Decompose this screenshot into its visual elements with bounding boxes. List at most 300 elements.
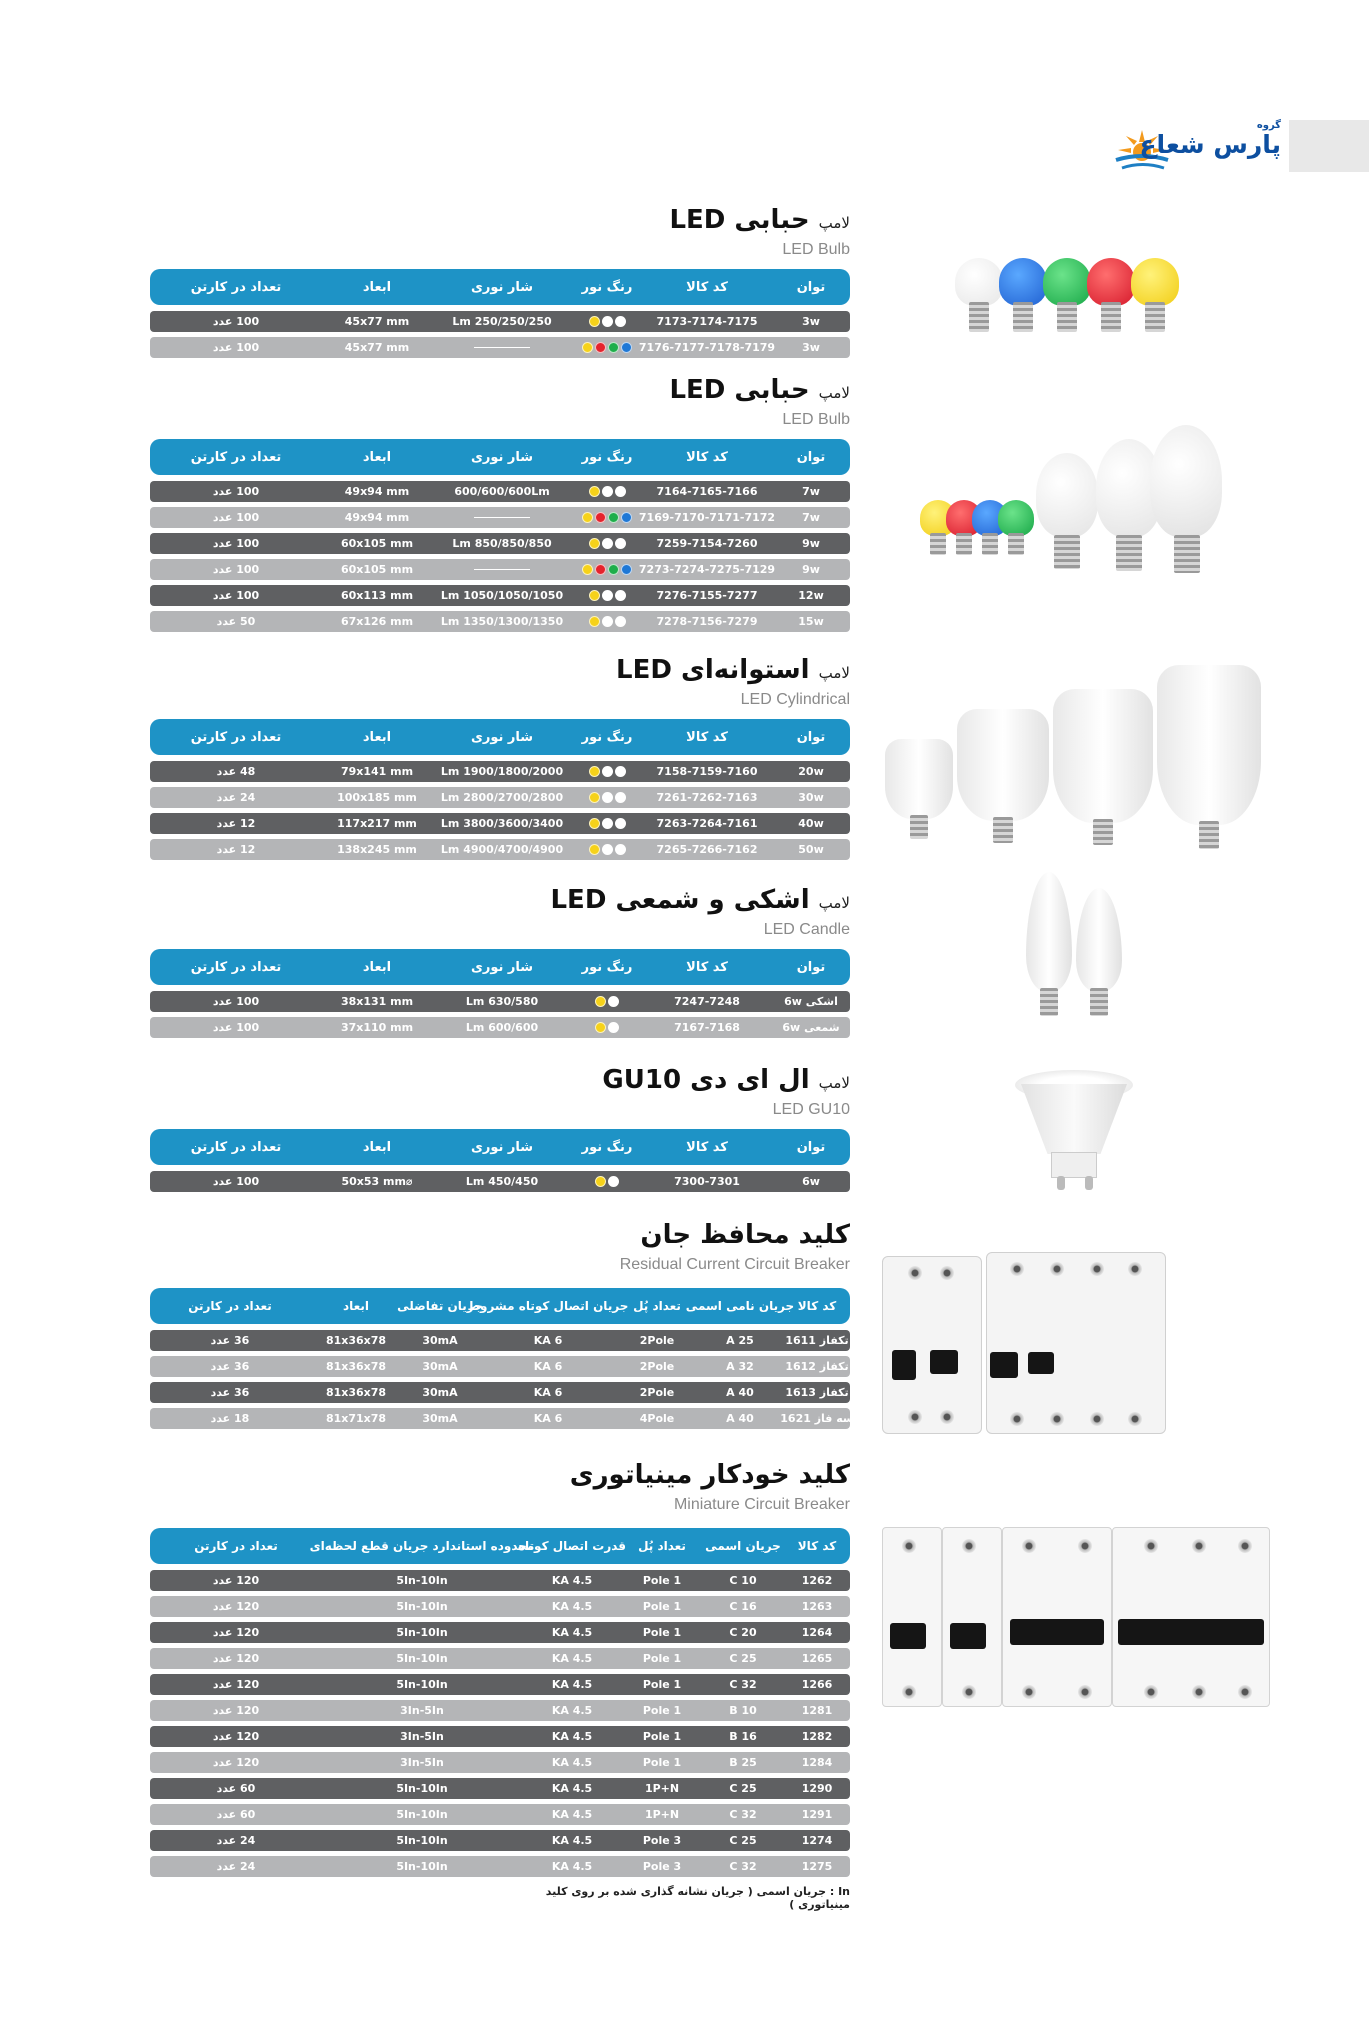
- table-cell: 81x71x78: [325, 1412, 387, 1425]
- title-main-text: ال ای دی GU10: [602, 1065, 810, 1095]
- light-color-swatches: [589, 590, 626, 601]
- light-color-cell: [572, 481, 642, 502]
- table-cell: 1265: [801, 1652, 833, 1665]
- table-cell: 7176-7177-7178-7179: [638, 341, 776, 354]
- table-header: [150, 1288, 850, 1324]
- table-cell: 120 عدد: [212, 1600, 260, 1613]
- color-dot: [615, 818, 626, 829]
- table-cell: 100 عدد: [212, 315, 260, 328]
- column-header: جریان تفاضلی: [397, 1299, 483, 1313]
- table-cell: 24 عدد: [216, 1834, 256, 1847]
- light-color-cell: [572, 507, 642, 528]
- table-cell: 40 A: [726, 1386, 754, 1399]
- table-cell: 1 Pole: [642, 1600, 682, 1613]
- column-header: رنگ نور: [581, 959, 633, 975]
- table-header: [150, 1528, 850, 1564]
- column-header: ابعاد: [342, 1299, 370, 1313]
- table-cell: C 32: [729, 1808, 757, 1821]
- column-header: تعداد در کارتن: [190, 279, 282, 295]
- table-cell: تکفاز 1612: [785, 1360, 849, 1373]
- color-dot: [582, 342, 593, 353]
- column-header: توان: [796, 1139, 826, 1155]
- title-prefix: لامپ: [818, 1074, 850, 1092]
- table-cell: 5In-10In: [396, 1860, 448, 1873]
- table-cell: 7273-7274-7275-7129: [638, 563, 776, 576]
- table-row: [150, 1830, 850, 1851]
- title-main-text: استوانه‌ای LED: [616, 655, 810, 685]
- table-cell: 7173-7174-7175: [656, 315, 758, 328]
- color-dot: [595, 342, 606, 353]
- table-cell: 120 عدد: [212, 1730, 260, 1743]
- table-cell: 4.5 KA: [551, 1860, 593, 1873]
- table-row: [150, 1330, 850, 1351]
- column-header: توان: [796, 279, 826, 295]
- table-row: [150, 1382, 850, 1403]
- section-subtitle: Miniature Circuit Breaker: [673, 1496, 850, 1513]
- table-cell: 32 A: [726, 1360, 754, 1373]
- column-header: تعداد در کارتن: [190, 449, 282, 465]
- color-dot: [602, 792, 613, 803]
- table-row: [150, 1648, 850, 1669]
- column-header: تعداد در کارتن: [194, 1539, 278, 1553]
- table-cell: 120 عدد: [212, 1574, 260, 1587]
- table-header: [150, 1129, 850, 1165]
- led-gu10-image: [1015, 1070, 1135, 1205]
- light-color-cell: [572, 813, 642, 834]
- column-header: تعداد پُل: [638, 1539, 686, 1553]
- table-cell: تکفاز 1611: [785, 1334, 849, 1347]
- table-cell: 630/580 Lm: [465, 995, 539, 1008]
- table-row: [150, 813, 850, 834]
- table-cell: 3800/3600/3400 Lm: [440, 817, 564, 830]
- column-header: کد کالا: [686, 449, 728, 465]
- table-cell: 50w: [798, 843, 824, 856]
- table-cell: 5In-10In: [396, 1652, 448, 1665]
- table-row: [150, 991, 850, 1012]
- table-cell: 81x36x78: [325, 1360, 387, 1373]
- table-row: [150, 1752, 850, 1773]
- color-dot: [615, 766, 626, 777]
- brand-small-label: گروه: [1256, 120, 1281, 131]
- table-cell: 50 عدد: [216, 615, 256, 628]
- column-header: تعداد در کارتن: [190, 1139, 282, 1155]
- column-header: ابعاد: [362, 959, 392, 975]
- table-cell: 1P+N: [644, 1808, 680, 1821]
- section-title: [570, 1460, 850, 1490]
- brand-name: پارس شعاع: [1139, 130, 1281, 159]
- table-cell: 1 Pole: [642, 1652, 682, 1665]
- column-header: ابعاد: [362, 279, 392, 295]
- table-cell: 100x185 mm: [337, 791, 417, 804]
- table-cell: B 25: [729, 1756, 757, 1769]
- color-dot: [589, 766, 600, 777]
- spec-table: [150, 269, 850, 358]
- color-dot: [608, 564, 619, 575]
- table-cell: 79x141 mm: [340, 765, 414, 778]
- section-subtitle: Residual Current Circuit Breaker: [619, 1256, 850, 1273]
- column-header: رنگ نور: [581, 1139, 633, 1155]
- light-color-cell: [572, 337, 642, 358]
- column-header: ابعاد: [362, 449, 392, 465]
- table-cell: 12 عدد: [216, 817, 256, 830]
- table-row: [150, 1356, 850, 1377]
- lamp-section: [150, 375, 850, 675]
- color-dot: [602, 766, 613, 777]
- color-dot: [589, 316, 600, 327]
- table-cell: 4.5 KA: [551, 1600, 593, 1613]
- color-dot: [589, 538, 600, 549]
- light-color-swatches: [589, 616, 626, 627]
- dash-line: [474, 347, 530, 348]
- table-cell: 24 عدد: [216, 1860, 256, 1873]
- column-header: تعداد پُل: [633, 1299, 681, 1313]
- table-cell: 30mA: [422, 1360, 458, 1373]
- color-dot: [589, 844, 600, 855]
- table-cell: 1350/1300/1350 Lm: [440, 615, 564, 628]
- table-cell: 7w: [802, 511, 820, 524]
- light-color-swatches: [589, 538, 626, 549]
- table-cell: 7263-7264-7161: [656, 817, 758, 830]
- light-color-cell: [572, 611, 642, 632]
- section-title: [640, 1220, 850, 1250]
- light-color-cell: [572, 311, 642, 332]
- table-cell: C 20: [729, 1626, 757, 1639]
- color-dot: [602, 316, 613, 327]
- light-color-cell: [572, 585, 642, 606]
- column-header: تعداد در کارتن: [190, 729, 282, 745]
- table-row: [150, 507, 850, 528]
- table-cell: 850/850/850 Lm: [452, 537, 552, 550]
- table-header: [150, 719, 850, 755]
- table-cell: 60x113 mm: [340, 589, 414, 602]
- table-header: [150, 949, 850, 985]
- color-dot: [595, 512, 606, 523]
- table-cell: 4.5 KA: [551, 1782, 593, 1795]
- table-cell: 1275: [801, 1860, 833, 1873]
- brand-logo: [1112, 120, 1287, 180]
- table-cell: 3 Pole: [642, 1860, 682, 1873]
- table-cell: شمعی 6w: [782, 1021, 840, 1034]
- table-cell: 60x105 mm: [340, 563, 414, 576]
- table-row: [150, 1171, 850, 1192]
- table-cell: C 10: [729, 1574, 757, 1587]
- light-color-swatches: [582, 342, 632, 353]
- column-header: شار نوری: [470, 729, 534, 745]
- table-cell: 9w: [802, 537, 820, 550]
- table-cell: 67x126 mm: [340, 615, 414, 628]
- color-dot: [589, 792, 600, 803]
- table-cell: 1 Pole: [642, 1704, 682, 1717]
- section-title: [602, 1065, 850, 1095]
- mcb-table: [150, 1528, 850, 1877]
- column-header: کد کالا: [686, 279, 728, 295]
- spec-table: [150, 949, 850, 1038]
- table-cell: 49x94 mm: [344, 485, 410, 498]
- table-cell: 4.5 KA: [551, 1756, 593, 1769]
- table-cell: 120 عدد: [212, 1678, 260, 1691]
- table-cell: 18 عدد: [210, 1412, 250, 1425]
- color-dot: [582, 564, 593, 575]
- title-prefix: لامپ: [818, 384, 850, 402]
- table-cell: 6 KA: [533, 1334, 563, 1347]
- table-cell: C 16: [729, 1600, 757, 1613]
- table-row: [150, 1408, 854, 1429]
- color-dot: [615, 538, 626, 549]
- table-cell: 1262: [801, 1574, 833, 1587]
- table-cell: C 32: [729, 1678, 757, 1691]
- rcd-table: [150, 1288, 854, 1429]
- table-cell: 7w: [802, 485, 820, 498]
- table-cell: 6w: [802, 1175, 820, 1188]
- led-bulb-color-image: [955, 258, 1190, 358]
- table-cell: 37x110 mm: [340, 1021, 414, 1034]
- table-cell: 4900/4700/4900 Lm: [440, 843, 564, 856]
- column-header: توان: [796, 729, 826, 745]
- table-cell: 30w: [798, 791, 824, 804]
- table-cell: 600/600/600Lm: [454, 485, 550, 498]
- table-cell: 250/250/250 Lm: [452, 315, 552, 328]
- column-header: ابعاد: [362, 729, 392, 745]
- column-header: شار نوری: [470, 959, 534, 975]
- rcd-breaker-image: [880, 1252, 1170, 1437]
- table-cell: تکفاز 1613: [785, 1386, 849, 1399]
- light-color-swatches: [582, 564, 632, 575]
- table-cell: 24 عدد: [216, 791, 256, 804]
- section-title: [669, 375, 850, 405]
- table-cell: 7167-7168: [674, 1021, 740, 1034]
- table-cell: 1284: [801, 1756, 833, 1769]
- light-color-swatches: [595, 996, 619, 1007]
- column-header: توان: [796, 449, 826, 465]
- color-dot: [589, 616, 600, 627]
- table-row: [150, 1674, 850, 1695]
- column-header: کد کالا: [686, 959, 728, 975]
- table-cell: 1290: [801, 1782, 833, 1795]
- light-color-cell: [572, 787, 642, 808]
- table-cell: 1274: [801, 1834, 833, 1847]
- column-header: کد کالا: [686, 729, 728, 745]
- color-dot: [602, 616, 613, 627]
- led-candle-image: [1020, 872, 1140, 1037]
- title-prefix: لامپ: [818, 214, 850, 232]
- table-cell: ⌀50x53 mm: [341, 1175, 413, 1188]
- table-row: [150, 559, 850, 580]
- table-cell: 450/450 Lm: [465, 1175, 539, 1188]
- title-main-text: حبابی LED: [669, 375, 810, 405]
- table-cell: 4Pole: [639, 1412, 675, 1425]
- table-cell: 60 عدد: [216, 1808, 256, 1821]
- table-cell: 3In-5In: [400, 1756, 444, 1769]
- table-cell: 4.5 KA: [551, 1626, 593, 1639]
- table-cell: 48 عدد: [216, 765, 256, 778]
- section-subtitle: LED Bulb: [782, 411, 850, 428]
- color-dot: [602, 844, 613, 855]
- flux-empty-cell: [432, 559, 572, 580]
- table-row: [150, 1570, 850, 1591]
- table-cell: 1281: [801, 1704, 833, 1717]
- table-row: [150, 481, 850, 502]
- table-cell: 3In-5In: [400, 1730, 444, 1743]
- table-cell: 60x105 mm: [340, 537, 414, 550]
- table-cell: 81x36x78: [325, 1386, 387, 1399]
- table-cell: 7276-7155-7277: [656, 589, 758, 602]
- color-dot: [608, 512, 619, 523]
- color-dot: [608, 996, 619, 1007]
- color-dot: [615, 486, 626, 497]
- light-color-cell: [572, 559, 642, 580]
- table-cell: 7247-7248: [674, 995, 740, 1008]
- table-cell: 36 عدد: [210, 1334, 250, 1347]
- table-cell: 4.5 KA: [551, 1808, 593, 1821]
- led-cylindrical-image: [885, 665, 1265, 860]
- color-dot: [615, 590, 626, 601]
- table-cell: 1264: [801, 1626, 833, 1639]
- table-cell: C 25: [729, 1652, 757, 1665]
- table-cell: 36 عدد: [210, 1360, 250, 1373]
- light-color-swatches: [589, 486, 626, 497]
- table-row: [150, 1622, 850, 1643]
- light-color-swatches: [589, 818, 626, 829]
- spec-table: [150, 1129, 850, 1192]
- table-cell: 5In-10In: [396, 1782, 448, 1795]
- light-color-cell: [572, 991, 642, 1012]
- table-cell: 100 عدد: [212, 589, 260, 602]
- table-cell: 4.5 KA: [551, 1574, 593, 1587]
- led-bulb-group-image: [920, 425, 1230, 590]
- color-dot: [602, 818, 613, 829]
- light-color-cell: [572, 839, 642, 860]
- table-cell: 100 عدد: [212, 511, 260, 524]
- table-cell: C 25: [729, 1834, 757, 1847]
- table-cell: 4.5 KA: [551, 1704, 593, 1717]
- table-cell: 49x94 mm: [344, 511, 410, 524]
- section-title: [550, 885, 850, 915]
- table-cell: 600/600 Lm: [465, 1021, 539, 1034]
- color-dot: [602, 590, 613, 601]
- table-cell: 1P+N: [644, 1782, 680, 1795]
- table-cell: 3 Pole: [642, 1834, 682, 1847]
- table-cell: C 25: [729, 1782, 757, 1795]
- table-row: [150, 533, 850, 554]
- column-header: رنگ نور: [581, 449, 633, 465]
- color-dot: [602, 486, 613, 497]
- table-cell: 1282: [801, 1730, 833, 1743]
- table-cell: اشکی 6w: [784, 995, 838, 1008]
- table-row: [150, 1804, 850, 1825]
- table-cell: 7259-7154-7260: [656, 537, 758, 550]
- table-cell: 30mA: [422, 1386, 458, 1399]
- table-cell: 120 عدد: [212, 1756, 260, 1769]
- light-color-swatches: [589, 844, 626, 855]
- light-color-swatches: [595, 1022, 619, 1033]
- color-dot: [621, 512, 632, 523]
- table-cell: 7265-7266-7162: [656, 843, 758, 856]
- table-cell: 9w: [802, 563, 820, 576]
- table-cell: 100 عدد: [212, 563, 260, 576]
- section-subtitle: LED Candle: [763, 921, 850, 938]
- light-color-swatches: [595, 1176, 619, 1187]
- table-row: [150, 839, 850, 860]
- table-cell: 5In-10In: [396, 1600, 448, 1613]
- table-cell: 100 عدد: [212, 485, 260, 498]
- table-cell: 7164-7165-7166: [656, 485, 758, 498]
- table-row: [150, 611, 850, 632]
- color-dot: [615, 844, 626, 855]
- table-cell: 4.5 KA: [551, 1834, 593, 1847]
- table-row: [150, 1700, 850, 1721]
- light-color-swatches: [589, 766, 626, 777]
- table-row: [150, 1856, 850, 1877]
- column-header: کد کالا: [686, 1139, 728, 1155]
- table-cell: 4.5 KA: [551, 1652, 593, 1665]
- table-cell: 1263: [801, 1600, 833, 1613]
- column-header: کد کالا: [797, 1299, 837, 1313]
- table-row: [150, 311, 850, 332]
- column-header: رنگ نور: [581, 279, 633, 295]
- table-cell: 100 عدد: [212, 995, 260, 1008]
- column-header: رنگ نور: [581, 729, 633, 745]
- table-cell: 1 Pole: [642, 1756, 682, 1769]
- table-cell: 1 Pole: [642, 1678, 682, 1691]
- column-header: کد کالا: [797, 1539, 837, 1553]
- table-cell: 36 عدد: [210, 1386, 250, 1399]
- table-cell: 7158-7159-7160: [656, 765, 758, 778]
- color-dot: [608, 342, 619, 353]
- color-dot: [589, 590, 600, 601]
- table-header: [150, 269, 850, 305]
- title-main-text: اشکی و شمعی LED: [550, 885, 810, 915]
- table-cell: 3In-5In: [400, 1704, 444, 1717]
- table-cell: 38x131 mm: [340, 995, 414, 1008]
- table-cell: 2Pole: [639, 1386, 675, 1399]
- color-dot: [615, 616, 626, 627]
- table-cell: 120 عدد: [212, 1626, 260, 1639]
- table-cell: 1291: [801, 1808, 833, 1821]
- title-prefix: لامپ: [818, 894, 850, 912]
- section-title: [616, 655, 850, 685]
- table-cell: 60 عدد: [216, 1782, 256, 1795]
- column-header: شار نوری: [470, 449, 534, 465]
- table-cell: 1 Pole: [642, 1574, 682, 1587]
- light-color-swatches: [589, 316, 626, 327]
- table-cell: 6 KA: [533, 1412, 563, 1425]
- table-cell: 7300-7301: [674, 1175, 740, 1188]
- color-dot: [582, 512, 593, 523]
- light-color-cell: [572, 1017, 642, 1038]
- section-subtitle: LED GU10: [772, 1101, 850, 1118]
- table-cell: 100 عدد: [212, 537, 260, 550]
- flux-empty-cell: [432, 507, 572, 528]
- table-cell: 5In-10In: [396, 1834, 448, 1847]
- table-row: [150, 1596, 850, 1617]
- column-header: شار نوری: [470, 279, 534, 295]
- color-dot: [595, 996, 606, 1007]
- table-cell: 100 عدد: [212, 1175, 260, 1188]
- title-main-text: حبابی LED: [669, 205, 810, 235]
- table-cell: 20w: [798, 765, 824, 778]
- mcb-footnote: In : جریان اسمی ( جریان نشانه گذاری شده بر روی کلید مینیاتوری ): [545, 1885, 850, 1911]
- table-cell: 3w: [802, 315, 820, 328]
- light-color-cell: [572, 761, 642, 782]
- table-cell: B 16: [729, 1730, 757, 1743]
- table-cell: 2800/2700/2800 Lm: [440, 791, 564, 804]
- dash-line: [474, 569, 530, 570]
- light-color-swatches: [589, 792, 626, 803]
- color-dot: [595, 1022, 606, 1033]
- table-cell: 40 A: [726, 1412, 754, 1425]
- table-row: [150, 761, 850, 782]
- section-title: [669, 205, 850, 235]
